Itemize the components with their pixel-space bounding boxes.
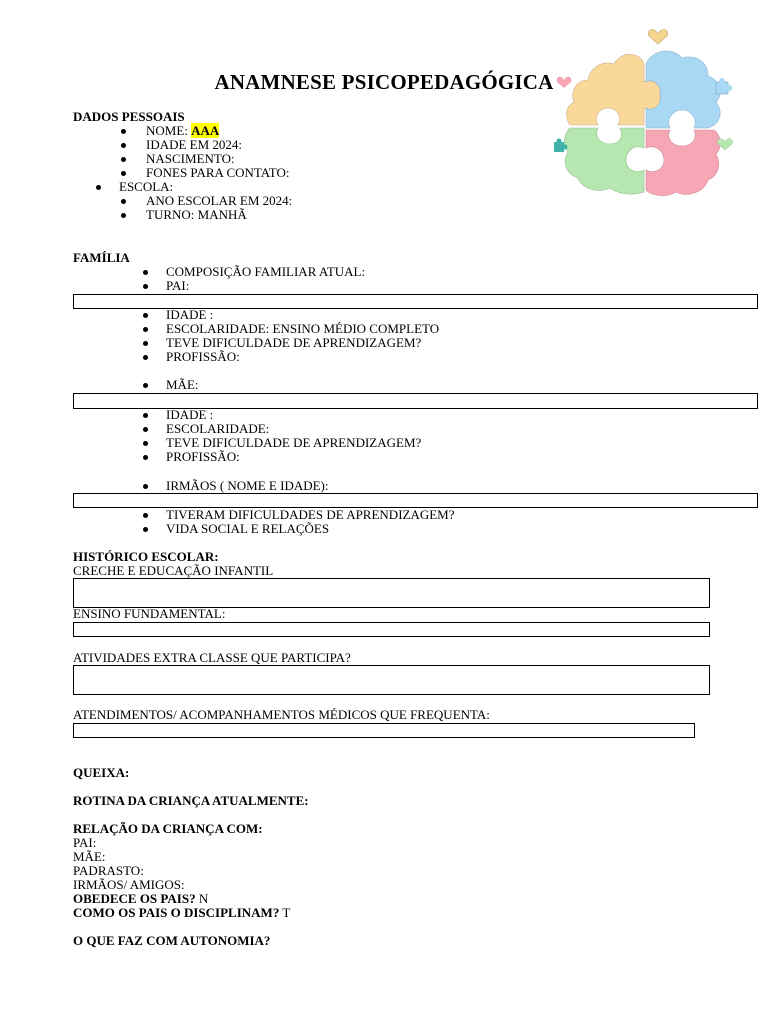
bullet [121, 171, 126, 176]
field-pai-dificuldade: TEVE DIFICULDADE DE APRENDIZAGEM? [166, 335, 422, 350]
field-pai: PAI: [166, 278, 190, 293]
section-heading-relacao: RELAÇÃO DA CRIANÇA COM: [73, 821, 263, 836]
field-turno: TURNO: MANHÃ [146, 207, 247, 222]
field-relacao-mae: MÃE: [73, 849, 106, 864]
atendimentos-input-box[interactable] [73, 723, 695, 738]
bullet [143, 355, 148, 360]
field-autonomia: O QUE FAZ COM AUTONOMIA? [73, 933, 271, 948]
bullet [121, 129, 126, 134]
field-tiveram-dificuldades: TIVERAM DIFICULDADES DE APRENDIZAGEM? [166, 507, 455, 522]
field-pai-profissao: PROFISSÃO: [166, 349, 240, 364]
field-relacao-padrasto: PADRASTO: [73, 863, 144, 878]
bullet [143, 284, 148, 289]
field-disciplinam-value[interactable]: T [282, 905, 291, 920]
bullet [121, 143, 126, 148]
section-heading-dados-pessoais: DADOS PESSOAIS [73, 109, 185, 124]
field-fones: FONES PARA CONTATO: [146, 165, 290, 180]
field-obedece [73, 892, 208, 906]
field-pai-idade: IDADE : [166, 307, 214, 322]
ensino-fundamental-input-box[interactable] [73, 622, 710, 637]
bullet [121, 213, 126, 218]
field-mae-escolaridade: ESCOLARIDADE: [166, 421, 270, 436]
field-nome [146, 124, 219, 138]
field-mae-profissao: PROFISSÃO: [166, 449, 240, 464]
bullet [143, 427, 148, 432]
field-obedece-label: OBEDECE OS PAIS? [73, 891, 196, 906]
field-mae: MÃE: [166, 377, 199, 392]
section-heading-historico: HISTÓRICO ESCOLAR: [73, 549, 219, 564]
bullet [143, 383, 148, 388]
field-atividades-extra: ATIVIDADES EXTRA CLASSE QUE PARTICIPA? [73, 650, 351, 665]
bullet [121, 199, 126, 204]
field-irmaos: IRMÃOS ( NOME E IDADE): [166, 478, 329, 493]
field-disciplinam [73, 906, 290, 920]
field-nome-value[interactable]: AAA [191, 123, 220, 138]
atividades-input-box[interactable] [73, 665, 710, 695]
field-creche: CRECHE E EDUCAÇÃO INFANTIL [73, 563, 274, 578]
field-idade: IDADE EM 2024: [146, 137, 243, 152]
creche-input-box[interactable] [73, 578, 710, 608]
bullet [143, 270, 148, 275]
bullet [143, 455, 148, 460]
bullet [143, 313, 148, 318]
bullet [143, 341, 148, 346]
field-nome-label: NOME: [146, 123, 188, 138]
field-relacao-pai: PAI: [73, 835, 97, 850]
field-ensino-fundamental: ENSINO FUNDAMENTAL: [73, 606, 226, 621]
page-title: ANAMNESE PSICOPEDAGÓGICA [214, 70, 554, 94]
irmaos-input-box[interactable] [73, 493, 758, 508]
bullet [143, 484, 148, 489]
bullet [143, 441, 148, 446]
bullet [143, 327, 148, 332]
field-composicao-familiar: COMPOSIÇÃO FAMILIAR ATUAL: [166, 264, 366, 279]
bullet [143, 413, 148, 418]
field-rotina: ROTINA DA CRIANÇA ATUALMENTE: [73, 793, 309, 808]
section-heading-familia: FAMÍLIA [73, 250, 130, 265]
field-pai-escolaridade: ESCOLARIDADE: ENSINO MÉDIO COMPLETO [166, 321, 440, 336]
field-escola: ESCOLA: [119, 179, 174, 194]
field-ano-escolar: ANO ESCOLAR EM 2024: [146, 193, 293, 208]
field-disciplinam-label: COMO OS PAIS O DISCIPLINAM? [73, 905, 280, 920]
field-obedece-value[interactable]: N [198, 891, 209, 906]
bullet [143, 527, 148, 532]
bullet [143, 513, 148, 518]
field-mae-idade: IDADE : [166, 407, 214, 422]
bullet [96, 185, 101, 190]
field-vida-social: VIDA SOCIAL E RELAÇÕES [166, 521, 330, 536]
field-atendimentos: ATENDIMENTOS/ ACOMPANHAMENTOS MÉDICOS QUE FREQUENTA: [73, 707, 490, 722]
field-nascimento: NASCIMENTO: [146, 151, 235, 166]
field-mae-dificuldade: TEVE DIFICULDADE DE APRENDIZAGEM? [166, 435, 422, 450]
field-relacao-irmaos-amigos: IRMÃOS/ AMIGOS: [73, 877, 185, 892]
puzzle-brain-logo [548, 24, 738, 200]
bullet [121, 157, 126, 162]
field-queixa: QUEIXA: [73, 765, 130, 780]
